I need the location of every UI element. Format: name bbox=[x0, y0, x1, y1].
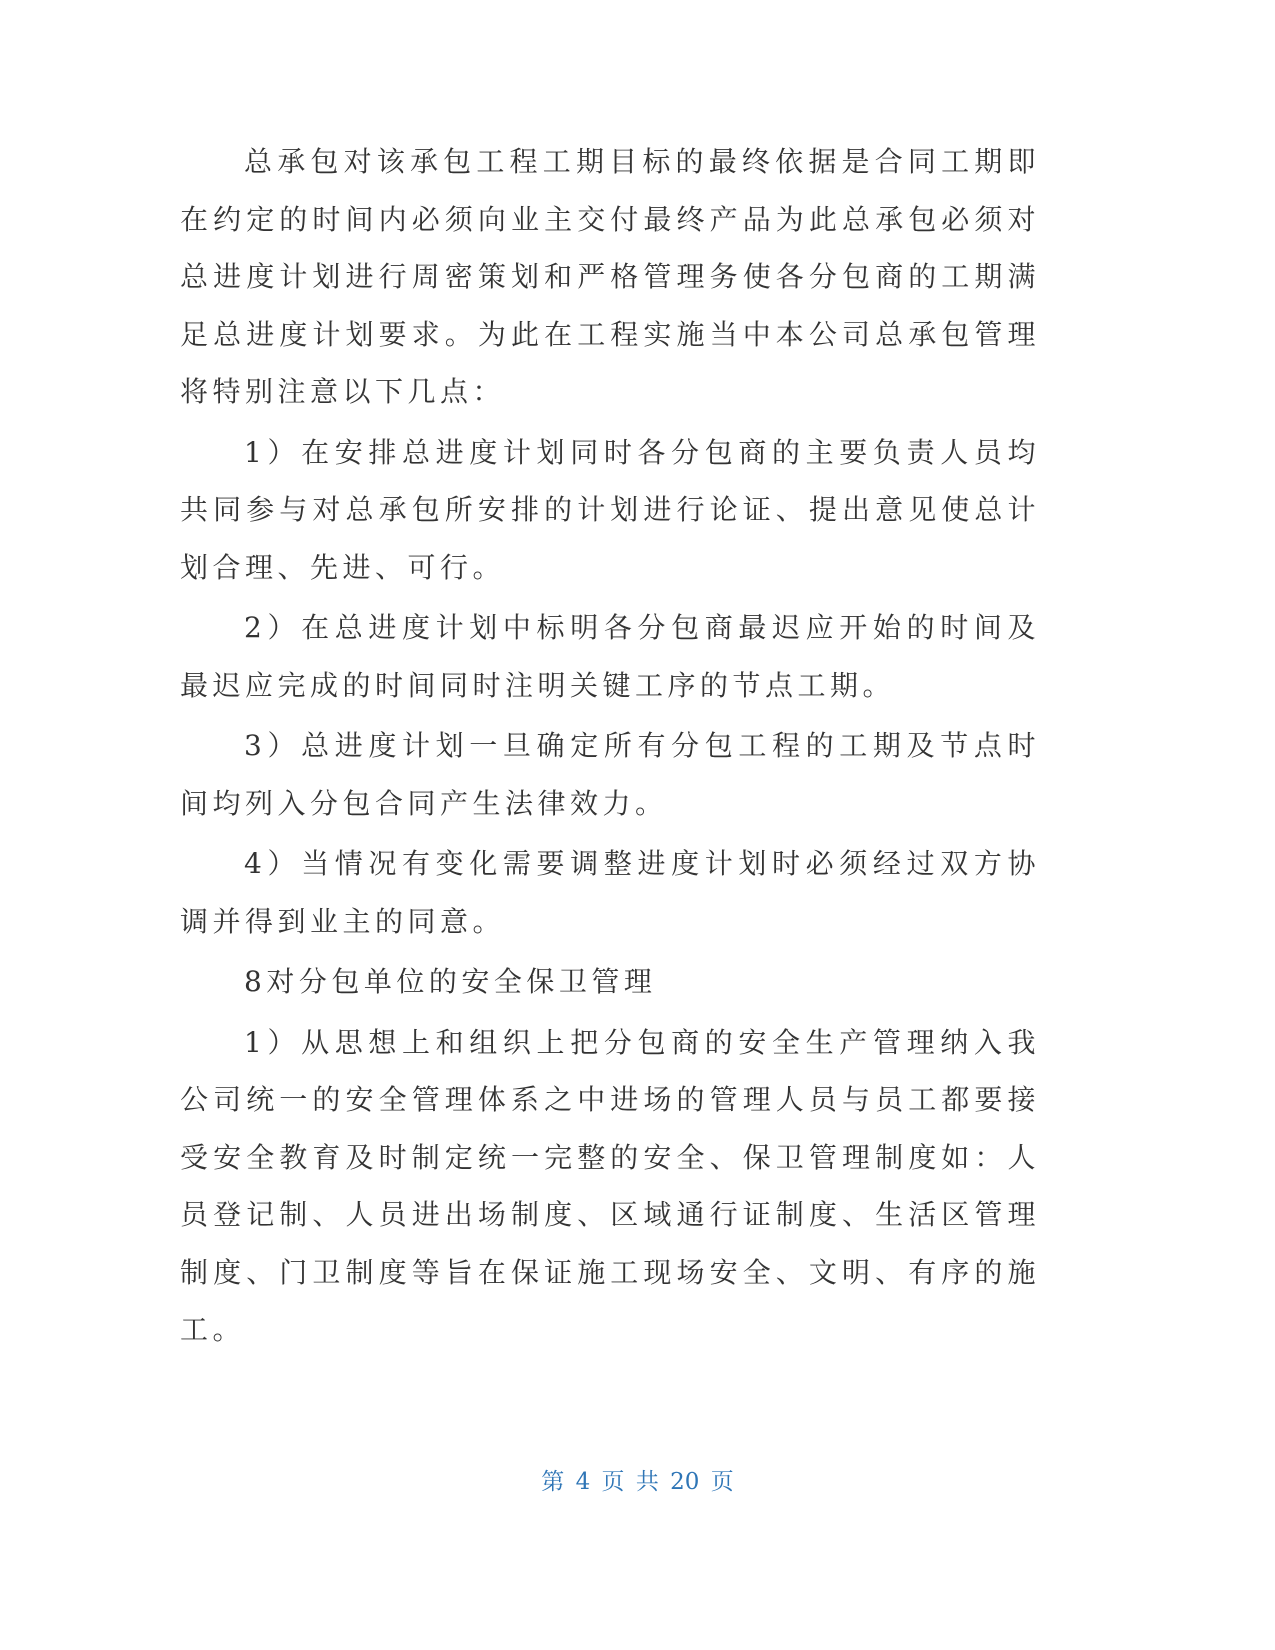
paragraph-schedule-basis: 总承包对该承包工程工期目标的最终依据是合同工期即在约定的时间内必须向业主交付最终产品为此总承包必须对总进度计划进行周密策划和严格管理务使各分包商的工期满足总进度计划要求。为此在工程实施当中本公司总承包管理将特别注意以下几点： bbox=[180, 145, 1040, 408]
paragraph-item-2: 2）在总进度计划中标明各分包商最迟应开始的时间及最迟应完成的时间同时注明关键工序的节点工期。 bbox=[180, 611, 1040, 702]
page-number-footer: 第 4 页 共 20 页 bbox=[541, 1469, 734, 1495]
document-body bbox=[180, 133, 1040, 1362]
section-heading-security: 8对分包单位的安全保卫管理 bbox=[244, 965, 657, 998]
paragraph-item-1: 1）在安排总进度计划同时各分包商的主要负责人员均共同参与对总承包所安排的计划进行论证、提出意见使总计划合理、先进、可行。 bbox=[180, 435, 1040, 584]
paragraph-item-4: 4）当情况有变化需要调整进度计划时必须经过双方协调并得到业主的同意。 bbox=[180, 847, 1040, 938]
paragraph-item-3: 3）总进度计划一旦确定所有分包工程的工期及节点时间均列入分包合同产生法律效力。 bbox=[180, 729, 1040, 820]
paragraph-security-item-1: 1）从思想上和组织上把分包商的安全生产管理纳入我公司统一的安全管理体系之中进场的管理人员与员工都要接受安全教育及时制定统一完整的安全、保卫管理制度如：人员登记制、人员进出场制度、区域通行证制度、生活区管理制度、门卫制度等旨在保证施工现场安全、文明、有序的施工。 bbox=[180, 1025, 1040, 1346]
